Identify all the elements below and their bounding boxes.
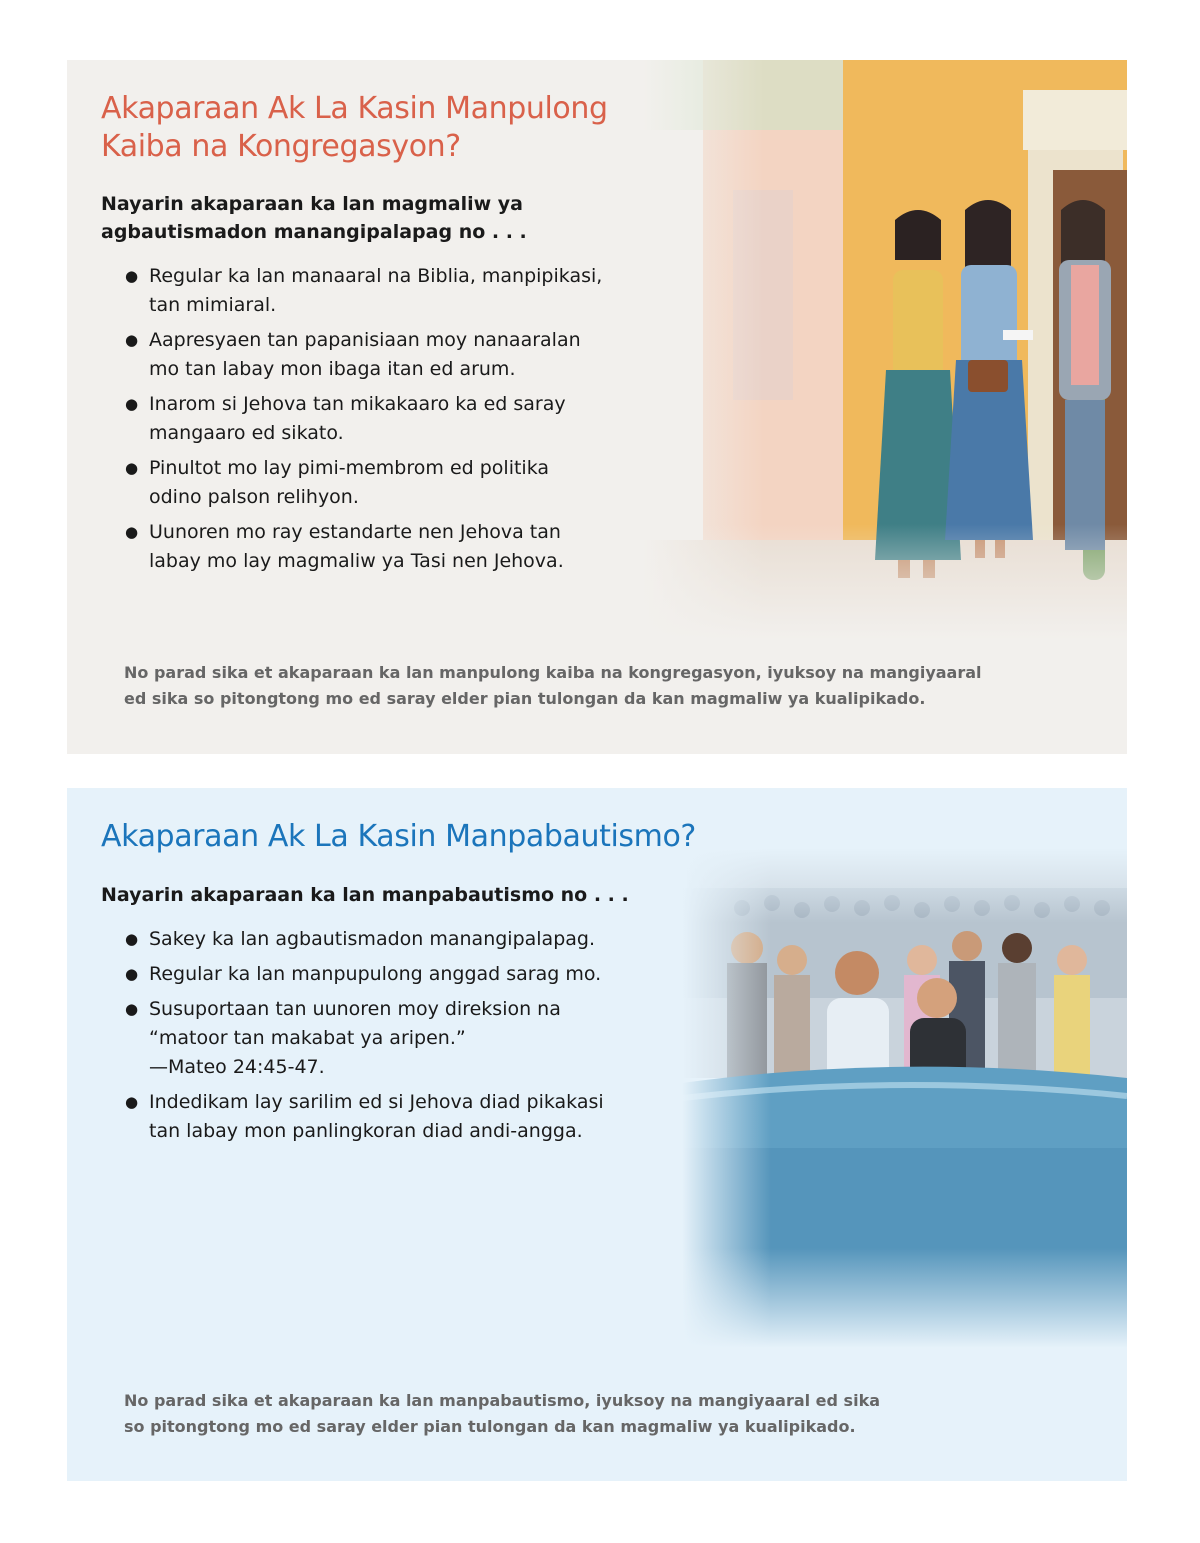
footnote: [124, 660, 1044, 712]
lead-text: [101, 190, 561, 246]
list-item: [125, 518, 645, 576]
item-line: tan labay mon panlingkoran diad andi-angga.: [149, 1120, 583, 1142]
item-line: Uunoren mo ray estandarte nen Jehova tan: [149, 521, 561, 543]
item-line: Susuportaan tan uunoren moy direksion na: [149, 998, 561, 1020]
bullet-icon: ●: [125, 331, 139, 349]
item-line: Aapresyaen tan papanisiaan moy nanaaralan: [149, 329, 581, 351]
section-baptism: [67, 788, 1127, 1481]
bullet-icon: ●: [125, 459, 139, 477]
item-line: Sakey ka lan agbautismadon manangipalapag.: [149, 928, 595, 950]
ministry-illustration: [643, 60, 1127, 640]
scripture-reference: —Mateo 24:45-47.: [149, 1056, 325, 1078]
bullet-icon: ●: [125, 523, 139, 541]
bullet-icon: ●: [125, 395, 139, 413]
footnote-line: so pitongtong mo ed saray elder pian tulongan da kan magmaliw ya kualipikado.: [124, 1417, 856, 1436]
page-title: [101, 90, 661, 166]
footnote-line: No parad sika et akaparaan ka lan manpulong kaiba na kongregasyon, iyuksoy na mangiyaaral: [124, 663, 982, 682]
item-line: Inarom si Jehova tan mikakaaro ka ed saray: [149, 393, 566, 415]
section-publisher: [67, 60, 1127, 754]
requirements-list: [125, 925, 665, 1152]
footnote-line: No parad sika et akaparaan ka lan manpabautismo, iyuksoy na mangiyaaral ed sika: [124, 1391, 880, 1410]
list-item: [125, 995, 665, 1082]
item-line: Regular ka lan manaaral na Biblia, manpipikasi,: [149, 265, 603, 287]
bullet-icon: ●: [125, 267, 139, 285]
list-item: [125, 262, 645, 320]
item-line: mangaaro ed sikato.: [149, 422, 344, 444]
lead-text: Nayarin akaparaan ka lan manpabautismo no . . .: [101, 884, 629, 906]
bullet-icon: ●: [125, 1093, 139, 1111]
requirements-list: [125, 262, 645, 582]
title-line: Kaiba na Kongregasyon?: [101, 129, 461, 164]
item-line: odino palson relihyon.: [149, 486, 359, 508]
item-line: “matoor tan makabat ya aripen.”: [149, 1027, 466, 1049]
item-line: Regular ka lan manpupulong anggad sarag mo.: [149, 963, 602, 985]
item-line: tan mimiaral.: [149, 294, 277, 316]
bullet-icon: ●: [125, 1000, 139, 1018]
list-item: [125, 390, 645, 448]
list-item: [125, 454, 645, 512]
list-item: [125, 960, 665, 989]
page-title: Akaparaan Ak La Kasin Manpabautismo?: [101, 819, 696, 854]
list-item: [125, 1088, 665, 1146]
list-item: [125, 326, 645, 384]
list-item: [125, 925, 665, 954]
item-line: labay mo lay magmaliw ya Tasi nen Jehova.: [149, 550, 564, 572]
bullet-icon: ●: [125, 930, 139, 948]
bullet-icon: ●: [125, 965, 139, 983]
item-line: mo tan labay mon ibaga itan ed arum.: [149, 358, 516, 380]
baptism-illustration: [682, 848, 1127, 1348]
item-line: Indedikam lay sarilim ed si Jehova diad pikakasi: [149, 1091, 604, 1113]
title-line: Akaparaan Ak La Kasin Manpulong: [101, 91, 608, 126]
footnote: [124, 1388, 974, 1440]
baptism-illustration-art: [682, 848, 1127, 1348]
item-line: Pinultot mo lay pimi-membrom ed politika: [149, 457, 550, 479]
footnote-line: ed sika so pitongtong mo ed saray elder pian tulongan da kan magmaliw ya kualipikado.: [124, 689, 926, 708]
lead-line: Nayarin akaparaan ka lan magmaliw ya: [101, 193, 524, 215]
lead-line: agbautismadon manangipalapag no . . .: [101, 221, 527, 243]
ministry-illustration-art: [643, 60, 1127, 640]
